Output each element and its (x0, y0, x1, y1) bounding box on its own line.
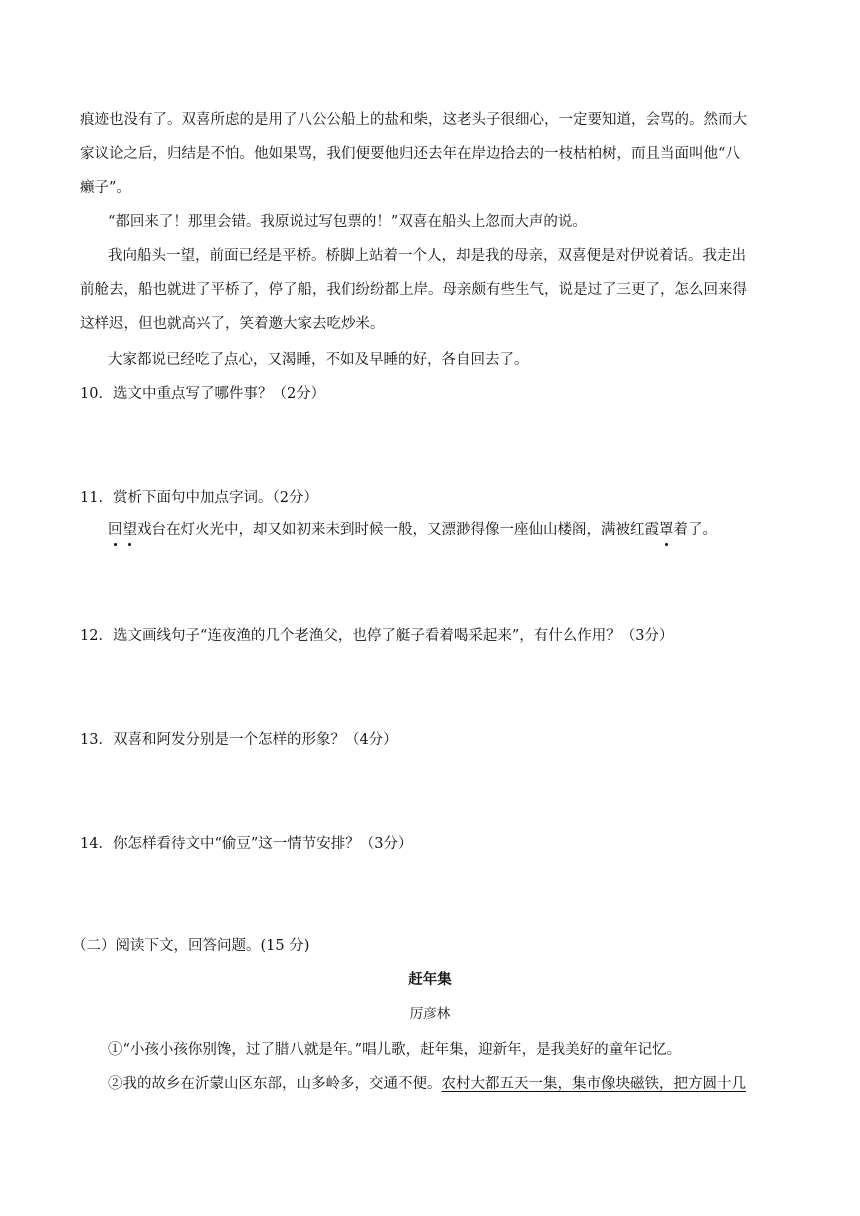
passage-paragraph-3-line-3: 这样迟，但也就高兴了，笑着邀大家去吃炒米。 (80, 316, 385, 332)
question-13: 13．双喜和阿发分别是一个怎样的形象？（4分） (80, 732, 398, 748)
dotted-char-hui: 回 (108, 522, 123, 538)
question-14: 14．你怎样看待文中“偷豆”这一情节安排？（3分） (80, 836, 413, 852)
passage-paragraph-1-line-1: 痕迹也没有了。双喜所虑的是用了八公公船上的盐和柴，这老头子很细心，一定要知道，会骂的。然而大 (80, 112, 747, 128)
passage-paragraph-1-line-3: 癞子”。 (80, 180, 131, 196)
question-11-sentence (108, 520, 717, 540)
article-title: 赶年集 (408, 972, 452, 988)
sentence-middle: 戏台在灯火光中，却又如初来未到时候一般，又漂渺得像一座仙山楼阁，满被红霞 (137, 522, 659, 538)
passage-paragraph-3-line-2: 前舱去，船也就进了平桥了，停了船，我们纷纷都上岸。母亲颇有些生气，说是过了三更了，怎么回来得 (80, 282, 747, 298)
passage-paragraph-3-line-1: 我向船头一望，前面已经是平桥。桥脚上站着一个人，却是我的母亲，双喜便是对伊说着话。我走出 (108, 248, 746, 264)
question-11: 11．赏析下面句中加点字词。（2分） (80, 490, 318, 506)
article-paragraph-2 (108, 1074, 746, 1094)
passage-paragraph-4: 大家都说已经吃了点心，又渴睡，不如及早睡的好，各自回去了。 (108, 352, 529, 368)
passage-paragraph-1-line-2: 家议论之后，归结是不怕。他如果骂，我们便要他归还去年在岸边拾去的一枝枯柏树，而且当面叫他“八 (80, 146, 740, 162)
sentence-end: 着了。 (673, 522, 717, 538)
section-2-heading: （二）阅读下文，回答问题。(15 分) (72, 938, 310, 954)
article-paragraph-2-underlined: 农村大都五天一集，集市像块磁铁，把方圆十几 (441, 1076, 746, 1092)
question-10: 10．选文中重点写了哪件事？（2分） (80, 386, 326, 402)
article-paragraph-1: ①“小孩小孩你别馋，过了腊八就是年。”唱儿歌，赶年集，迎新年，是我美好的童年记忆。 (108, 1042, 682, 1058)
article-author: 厉彦林 (409, 1006, 451, 1022)
passage-paragraph-2: “都回来了！那里会错。我原说过写包票的！”双喜在船头上忽而大声的说。 (108, 214, 587, 230)
question-12: 12．选文画线句子“连夜渔的几个老渔父，也停了艇子看着喝采起来”，有什么作用？（3分） (80, 628, 674, 644)
dotted-char-zhao: 罩 (659, 522, 674, 538)
dotted-char-wang: 望 (122, 522, 137, 538)
article-paragraph-2-plain: ②我的故乡在沂蒙山区东部，山多岭多，交通不便。 (108, 1076, 442, 1092)
